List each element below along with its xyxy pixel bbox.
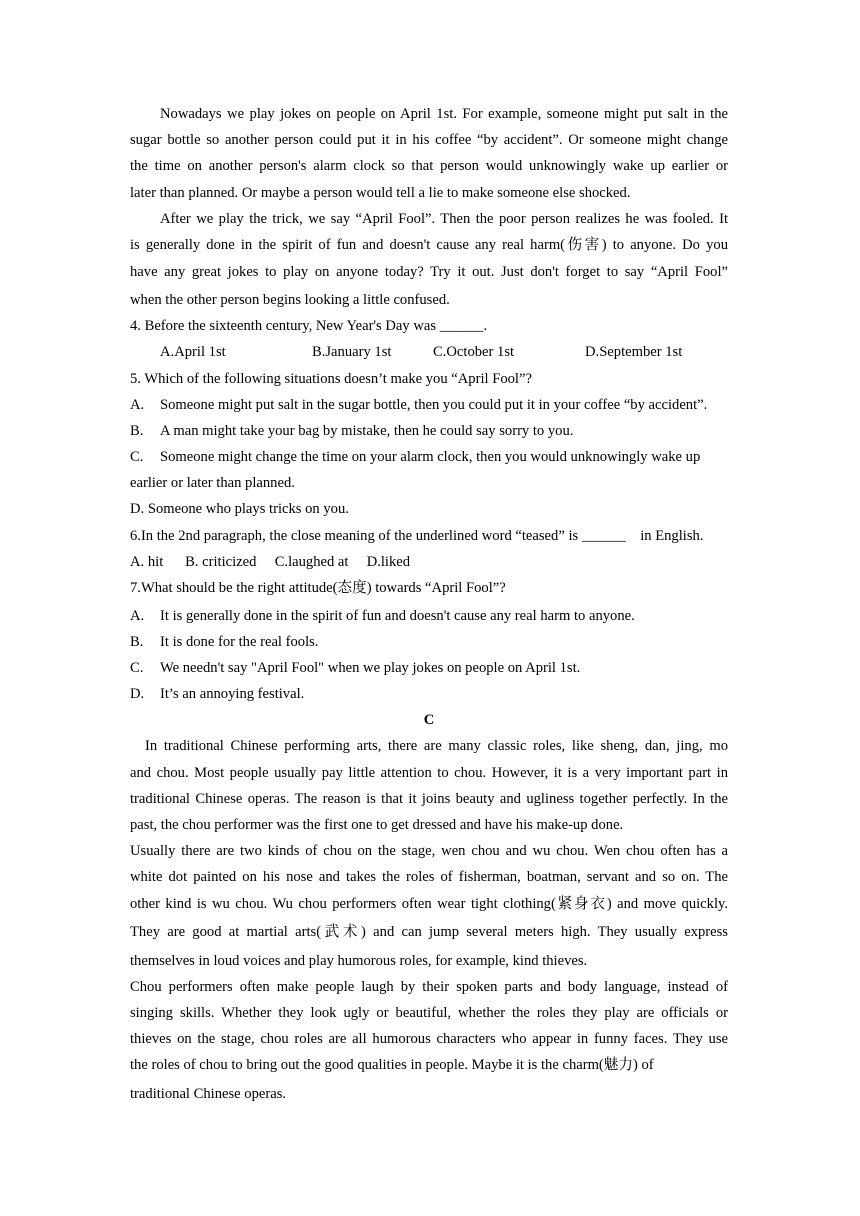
text-line: white dot painted on his nose and takes the roles of fisherman, boatman, servant and so on. The [130,869,728,886]
option-letter: B. [130,633,144,650]
question-4 [130,314,728,366]
text-line: themselves in loud voices and play humorous roles, for example, kind thieves. [130,952,588,969]
option-c: C.October 1st [433,344,515,361]
text-line: singing skills. Whether they look ugly or beautiful, whether the roles they play are officials or [130,1004,728,1021]
option-a [130,393,728,419]
text-line: when the other person begins looking a little confused. [130,291,450,308]
question-stem: 6.In the 2nd paragraph, the close meaning of the underlined word “teased” is ______ in English. [130,527,704,544]
option-letter: B. [130,422,144,439]
option-letter: C. [130,659,144,676]
option-letter: A. [130,607,145,624]
option-d: D. Someone who plays tricks on you. [130,501,349,518]
option-a [130,604,728,630]
text-line: past, the chou performer was the first one to get dressed and have his make-up done. [130,817,624,833]
text-line: Nowadays we play jokes on people on April 1st. For example, someone might put salt in the [160,106,728,122]
text-line: traditional Chinese operas. The reason is that it joins beauty and ugliness together perfectly. In the [130,790,728,807]
passage-b-paragraph-2 [130,207,728,314]
option-text: It is done for the real fools. [160,633,319,650]
option-c [130,656,728,682]
question-stem: 5. Which of the following situations doesn’t make you “April Fool”? [130,370,532,387]
text-line: the time on another person's alarm clock so that person would unknowingly wake up earlier or [130,158,728,175]
question-6 [130,524,728,576]
option-b [130,419,728,445]
text-line: is generally done in the spirit of fun and doesn't cause any real harm(伤害) to anyone. Do you [130,236,728,253]
option-text: We needn't say "April Fool" when we play jokes on people on April 1st. [160,659,581,676]
exam-page [130,102,728,1108]
question-7 [130,576,728,708]
text-line: other kind is wu chou. Wu chou performers often wear tight clothing(紧身衣) and move quickly. [130,895,728,912]
option-text: A man might take your bag by mistake, then he could say sorry to you. [160,422,574,439]
section-c-paragraph-3 [130,975,728,1108]
question-stem: 4. Before the sixteenth century, New Year's Day was ______. [130,318,488,335]
text-line: They are good at martial arts(武术) and can jump several meters high. They usually express [130,924,728,941]
text-line: have any great jokes to play on anyone today? Try it out. Just don't forget to say “April Fool” [130,264,728,281]
option-letter: A. [130,396,145,413]
option-text: Someone might put salt in the sugar bottle, then you could put it in your coffee “by accident”. [160,396,708,413]
text-line: sugar bottle so another person could put it in his coffee “by accident”. Or someone might change [130,132,728,149]
section-heading: C [423,712,435,729]
option-d: D.September 1st [585,344,683,361]
question-stem: 7.What should be the right attitude(态度) towards “April Fool”? [130,580,506,596]
passage-b-paragraph-1 [130,102,728,207]
option-letter: D. [130,686,145,703]
option-c [130,445,728,471]
option-text: Someone might change the time on your alarm clock, then you would unknowingly wake up [160,449,701,466]
text-line: the roles of chou to bring out the good qualities in people. Maybe it is the charm(魅力) of [130,1057,654,1074]
question-5 [130,367,728,524]
text-line: thieves on the stage, chou roles are all humorous characters who appear in funny faces. They use [130,1031,728,1048]
question-options: A. hit B. criticized C.laughed at D.liked [130,553,411,570]
option-b [130,630,728,656]
option-text: It’s an annoying festival. [160,686,305,703]
section-c-paragraph-1 [130,734,728,839]
text-line: In traditional Chinese performing arts, there are many classic roles, like sheng, dan, jing, mo [145,738,728,755]
option-text-continued: earlier or later than planned. [130,475,295,492]
text-line: and chou. Most people usually pay little attention to chou. However, it is a very important part in [130,764,728,781]
section-c-paragraph-2 [130,839,728,975]
option-b: B.January 1st [312,344,392,361]
text-line: traditional Chinese operas. [130,1085,287,1102]
text-line: later than planned. Or maybe a person would tell a lie to make someone else shocked. [130,184,631,201]
question-options [130,340,728,366]
text-line: Chou performers often make people laugh by their spoken parts and body language, instead of [130,978,728,995]
option-letter: C. [130,449,144,466]
option-d [130,682,728,708]
option-a: A.April 1st [160,344,226,361]
text-line: After we play the trick, we say “April Fool”. Then the poor person realizes he was fooled. It [160,210,728,227]
option-text: It is generally done in the spirit of fun and doesn't cause any real harm to anyone. [160,607,635,624]
text-line: Usually there are two kinds of chou on the stage, wen chou and wu chou. Wen chou often has a [130,843,728,860]
